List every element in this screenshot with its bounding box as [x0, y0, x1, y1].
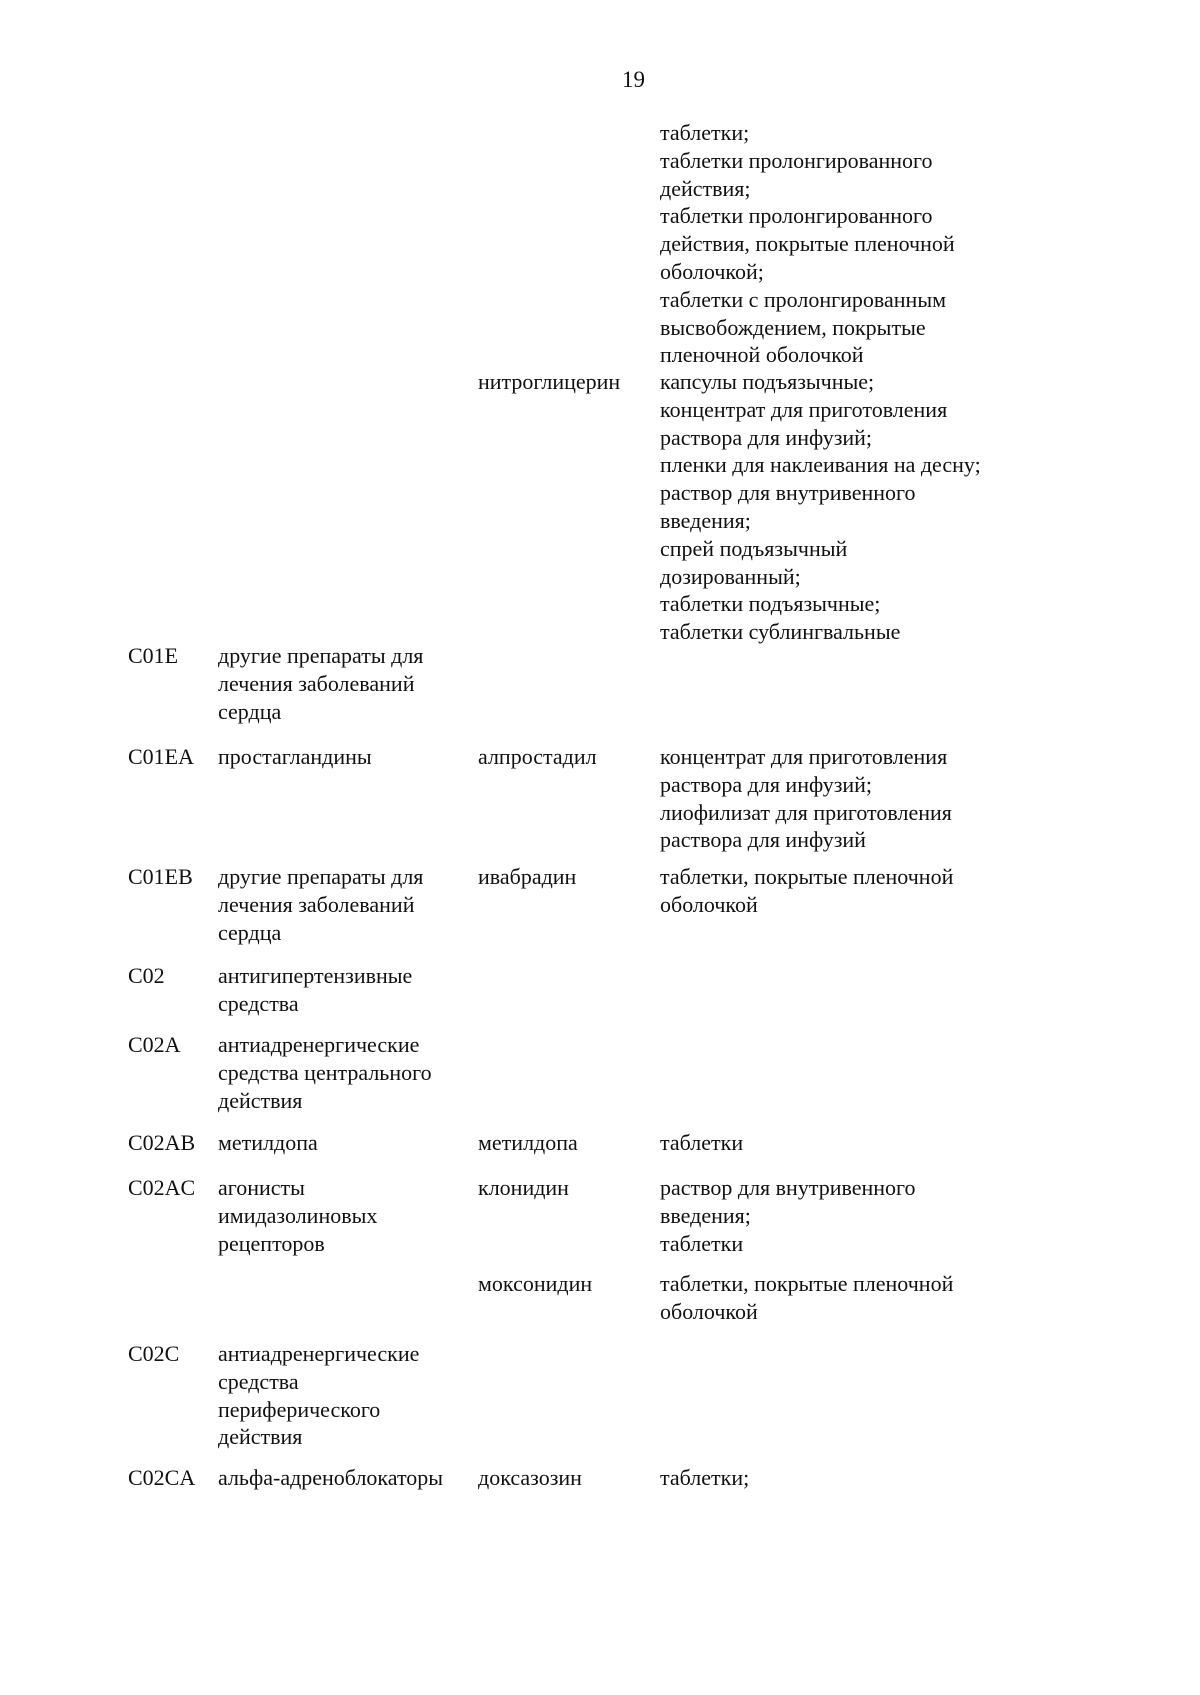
- atc-code: C02A: [128, 1032, 181, 1057]
- dosage-forms: концентрат для приготовления раствора для инфузий; лиофилизат для приготовления раствора для инфузий: [660, 744, 952, 853]
- atc-group-name: метилдопа: [218, 1130, 318, 1155]
- atc-group-name: другие препараты для лечения заболеваний сердца: [218, 864, 424, 945]
- drug-name: ивабрадин: [478, 864, 577, 889]
- dosage-forms: таблетки, покрытые пленочной оболочкой: [660, 864, 954, 917]
- dosage-forms: таблетки, покрытые пленочной оболочкой: [660, 1271, 954, 1324]
- dosage-forms: таблетки: [660, 1130, 744, 1155]
- atc-code: C02AC: [128, 1175, 196, 1200]
- drug-name: метилдопа: [478, 1130, 578, 1155]
- drug-name: моксонидин: [478, 1271, 593, 1296]
- atc-group-name: антигипертензивные средства: [218, 963, 413, 1016]
- drug-name: нитроглицерин: [478, 369, 621, 394]
- atc-code: C02AB: [128, 1130, 196, 1155]
- page-number: 19: [622, 67, 645, 92]
- atc-group-name: антиадренергические средства периферического действия: [218, 1341, 420, 1450]
- atc-code: C02: [128, 963, 165, 988]
- atc-group-name: простагландины: [218, 744, 372, 769]
- atc-code: C01EA: [128, 744, 194, 769]
- atc-group-name: агонисты имидазолиновых рецепторов: [218, 1175, 378, 1256]
- dosage-forms: таблетки; таблетки пролонгированного действия; таблетки пролонгированного действия, покрытые пленочной оболочкой; таблетки с пролонгированным высвобождением, покрытые пленочной оболочкой: [660, 120, 955, 368]
- atc-code: C01E: [128, 643, 179, 668]
- atc-code: C01EB: [128, 864, 193, 889]
- atc-code: C02CA: [128, 1465, 196, 1490]
- drug-name: алпростадил: [478, 744, 597, 769]
- atc-code: C02C: [128, 1341, 180, 1366]
- dosage-forms: капсулы подъязычные; концентрат для приготовления раствора для инфузий; пленки для наклеивания на десну; раствор для внутривенного введения; спрей подъязычный дозированный; таблетки подъязычные; таблетки сублингвальные: [660, 369, 981, 645]
- dosage-forms: таблетки;: [660, 1465, 750, 1490]
- atc-group-name: другие препараты для лечения заболеваний сердца: [218, 643, 424, 724]
- drug-name: доксазозин: [478, 1465, 582, 1490]
- dosage-forms: раствор для внутривенного введения; таблетки: [660, 1175, 916, 1256]
- atc-group-name: альфа-адреноблокаторы: [218, 1465, 444, 1490]
- drug-name: клонидин: [478, 1175, 569, 1200]
- atc-group-name: антиадренергические средства центрального действия: [218, 1032, 432, 1113]
